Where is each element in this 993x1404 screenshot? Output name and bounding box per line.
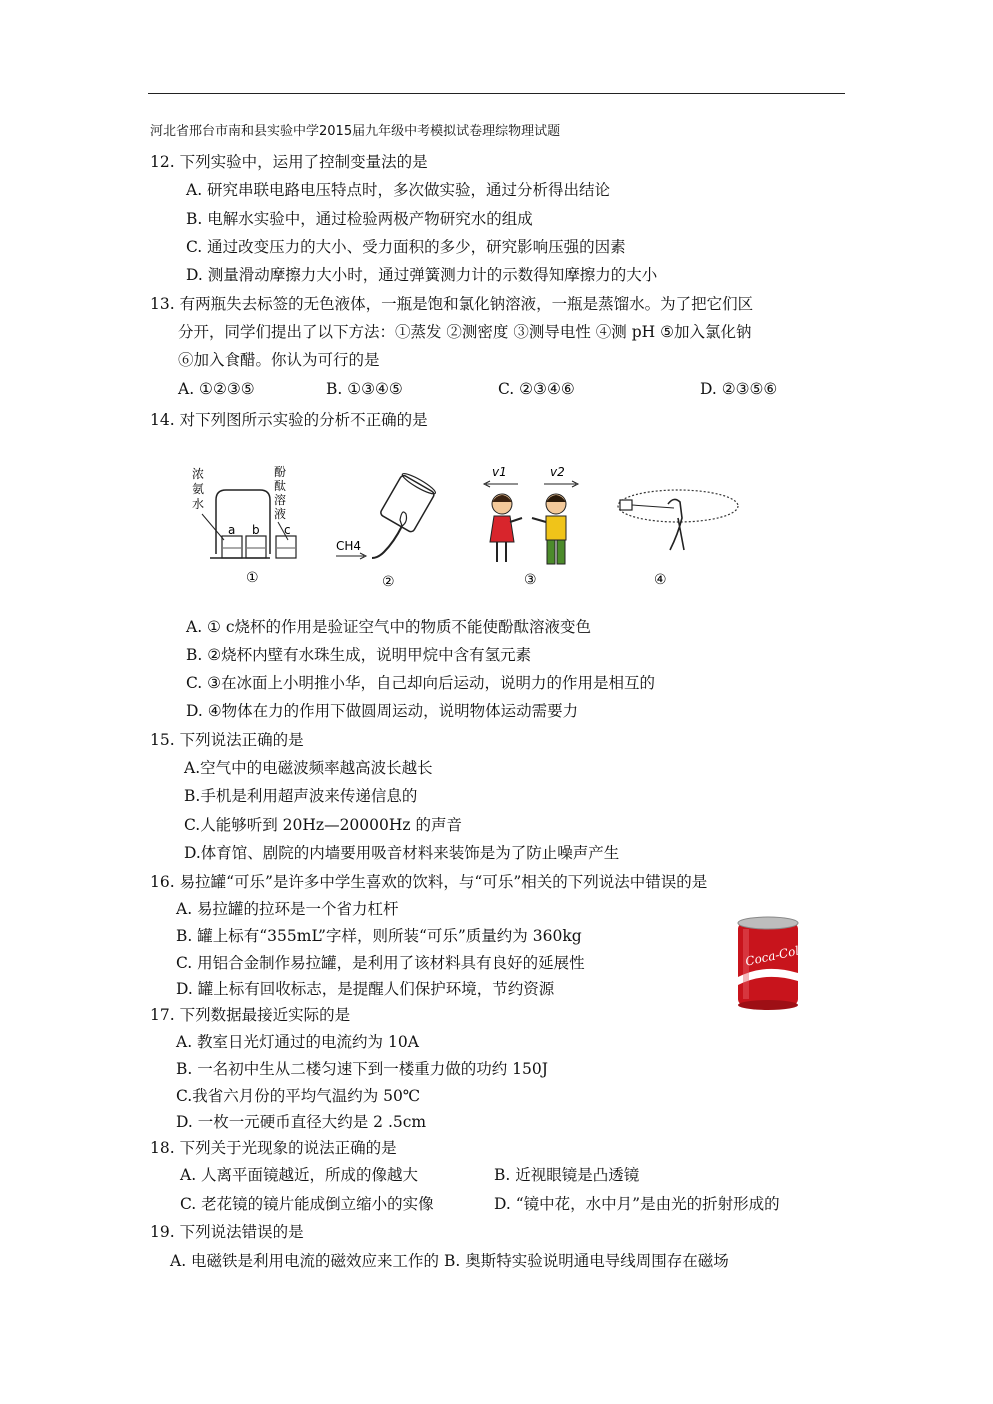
q18-option-a: A. 人离平面镜越近，所成的像越大 — [180, 1166, 419, 1184]
q17-stem: 17. 下列数据最接近实际的是 — [150, 1006, 351, 1024]
fig1-label-ammonia-3: 水 — [192, 497, 205, 511]
q17-option-a: A. 教室日光灯通过的电流约为 10A — [176, 1033, 419, 1051]
q13-option-d: D. ②③⑤⑥ — [700, 380, 778, 398]
fig1-beaker-b: b — [252, 523, 260, 537]
cola-can-logo: Coca-Cola — [744, 942, 808, 969]
fig3-number: ③ — [524, 572, 537, 588]
figure-2-methane-combustion — [334, 470, 444, 592]
q12-option-a: A. 研究串联电路电压特点时，多次做实验，通过分析得出结论 — [186, 181, 611, 199]
q16-option-a: A. 易拉罐的拉环是一个省力杠杆 — [176, 900, 399, 918]
q16-option-c: C. 用铝合金制作易拉罐，是利用了该材料具有良好的延展性 — [176, 954, 585, 972]
svg-text:酞: 酞 — [274, 479, 287, 493]
q12-option-c: C. 通过改变压力的大小、受力面积的多少，研究影响压强的因素 — [186, 238, 626, 256]
q15-stem: 15. 下列说法正确的是 — [150, 731, 304, 749]
q14-stem: 14. 对下列图所示实验的分析不正确的是 — [150, 411, 428, 429]
fig1-beaker-c: c — [284, 523, 291, 537]
document-header: 河北省邢台市南和县实验中学2015届九年级中考模拟试卷理综物理试题 — [150, 124, 561, 139]
q13-option-c: C. ②③④⑥ — [498, 380, 575, 398]
q18-option-d: D. “镜中花，水中月”是由光的折射形成的 — [494, 1195, 780, 1213]
q14-option-a: A. ① c烧杯的作用是验证空气中的物质不能使酚酞溶液变色 — [186, 618, 592, 636]
svg-text:酚: 酚 — [274, 465, 287, 479]
cola-can-image — [735, 915, 808, 1011]
fig3-v2-label: v2 — [550, 465, 565, 479]
q12-stem: 12. 下列实验中，运用了控制变量法的是 — [150, 153, 428, 171]
q18-option-c: C. 老花镜的镜片能成倒立缩小的实像 — [180, 1195, 434, 1213]
fig1-label-ammonia-1: 浓 — [192, 467, 205, 481]
figure-1-diffusion-experiment — [186, 462, 306, 592]
fig3-v1-label: v1 — [492, 465, 507, 479]
q13-stem-line2: 分开，同学们提出了以下方法：①蒸发 ②测密度 ③测导电性 ④测 pH ⑤加入氯化钠 — [178, 323, 752, 341]
q17-option-c: C.我省六月份的平均气温约为 50℃ — [176, 1087, 421, 1105]
header-rule — [148, 93, 845, 94]
q13-option-b: B. ①③④⑤ — [326, 380, 403, 398]
fig2-gas-label: CH4 — [336, 539, 362, 553]
q19-stem: 19. 下列说法错误的是 — [150, 1223, 304, 1241]
q16-stem: 16. 易拉罐“可乐”是许多中学生喜欢的饮料，与“可乐”相关的下列说法中错误的是 — [150, 873, 708, 891]
q15-option-c: C.人能够听到 20Hz—20000Hz 的声音 — [184, 816, 462, 834]
q13-stem-line1: 13. 有两瓶失去标签的无色液体，一瓶是饱和氯化钠溶液，一瓶是蒸馏水。为了把它们区 — [150, 295, 754, 313]
q15-option-a: A.空气中的电磁波频率越高波长越长 — [184, 759, 433, 777]
q14-option-b: B. ②烧杯内壁有水珠生成，说明甲烷中含有氢元素 — [186, 646, 532, 664]
q15-option-b: B.手机是利用超声波来传递信息的 — [184, 787, 418, 805]
q16-option-d: D. 罐上标有回收标志，是提醒人们保护环境，节约资源 — [176, 980, 555, 998]
q18-stem: 18. 下列关于光现象的说法正确的是 — [150, 1139, 397, 1157]
fig1-beaker-a: a — [228, 523, 236, 537]
q12-option-d: D. 测量滑动摩擦力大小时，通过弹簧测力计的示数得知摩擦力的大小 — [186, 266, 658, 284]
figure-3-ice-push — [478, 462, 588, 592]
q17-option-b: B. 一名初中生从二楼匀速下到一楼重力做的功约 150J — [176, 1060, 548, 1078]
q14-option-c: C. ③在冰面上小明推小华，自己却向后运动，说明力的作用是相互的 — [186, 674, 656, 692]
q19-options-ab: A. 电磁铁是利用电流的磁效应来工作的 B. 奥斯特实验说明通电导线周围存在磁场 — [170, 1252, 729, 1270]
fig1-label-ammonia-2: 氨 — [192, 482, 205, 496]
q14-option-d: D. ④物体在力的作用下做圆周运动，说明物体运动需要力 — [186, 702, 579, 720]
q15-option-d: D.体育馆、剧院的内墙要用吸音材料来装饰是为了防止噪声产生 — [184, 844, 620, 862]
q17-option-d: D. 一枚一元硬币直径大约是 2 .5cm — [176, 1113, 427, 1131]
q18-option-b: B. 近视眼镜是凸透镜 — [494, 1166, 640, 1184]
figure-4-circular-motion — [612, 478, 742, 592]
q12-option-b: B. 电解水实验中，通过检验两极产物研究水的组成 — [186, 210, 533, 228]
q13-stem-line3: ⑥加入食醋。你认为可行的是 — [178, 351, 380, 369]
fig1-number: ① — [246, 570, 259, 586]
fig2-number: ② — [382, 574, 395, 590]
svg-text:溶: 溶 — [274, 493, 287, 507]
svg-text:液: 液 — [274, 507, 287, 521]
q13-option-a: A. ①②③⑤ — [178, 380, 255, 398]
fig4-number: ④ — [654, 572, 667, 588]
q16-option-b: B. 罐上标有“355mL”字样，则所装“可乐”质量约为 360kg — [176, 927, 582, 945]
